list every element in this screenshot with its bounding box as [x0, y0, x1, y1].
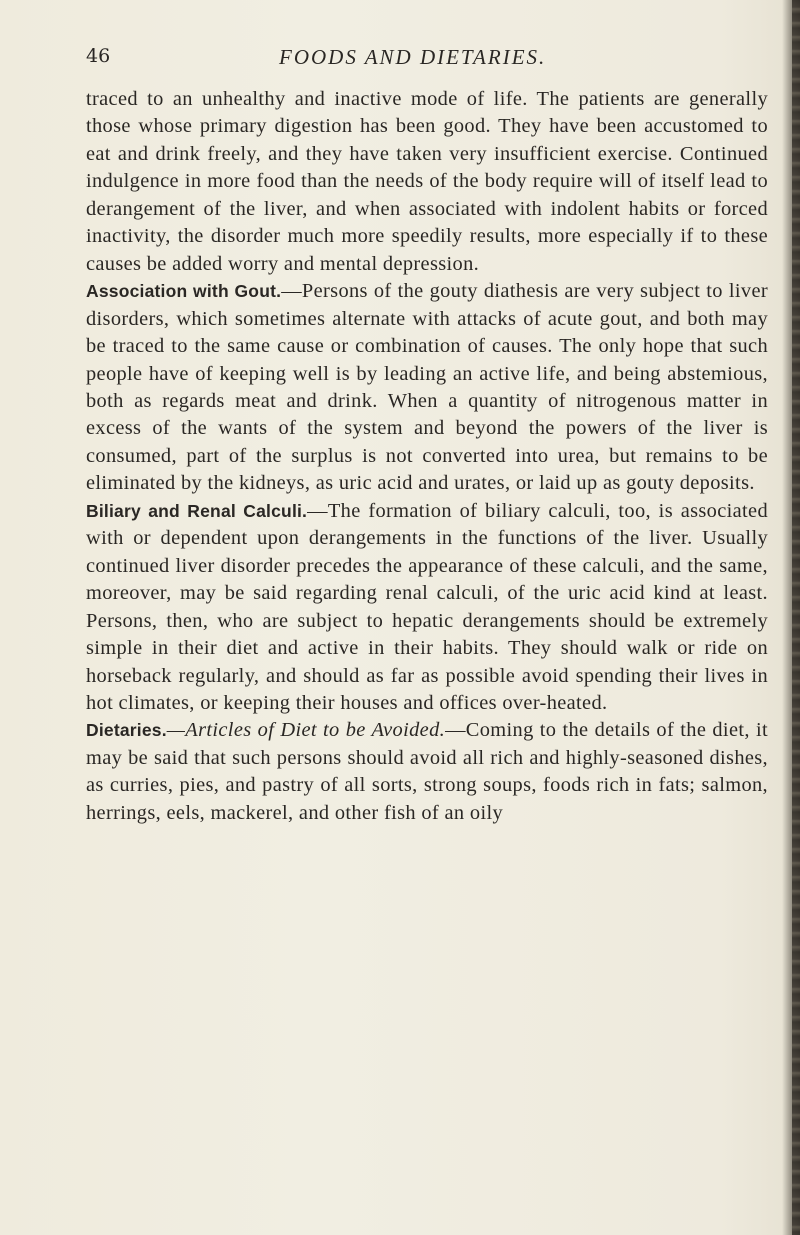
subheading-articles-to-avoid: —Articles of Diet to be Avoided. [166, 719, 446, 742]
paragraph-continuation [86, 86, 768, 278]
body-text [86, 86, 768, 827]
paragraph-gout [86, 278, 768, 498]
section-heading-dietaries: Dietaries. [86, 720, 167, 741]
paragraph-calculi-text: —The formation of biliary calculi, too, is associated with or dependent upon derangements in the functions of the liver. Usually continued liver disorder precedes the appearance of these calculi, and the same, moreover, may be said regarding renal calculi, of the uric acid kind at least. Persons, then, who are subject to hepatic derangements should be extremely simple in their diet and active in their habits. They should walk or ride on horseback regularly, and should as far as possible avoid spending their lives in hot climates, or keeping their houses and offices over-heated. [86, 499, 768, 714]
page-number: 46 [86, 45, 111, 67]
paragraph-continuation-text: traced to an unhealthy and inactive mode of life. The patients are generally those whose primary digestion has been good. They have been accustomed to eat and drink freely, and they have taken very insufficient exercise. Continued indulgence in more food than the needs of the body require will of itself lead to derangement of the liver, and when associated with indolent habits or forced inactivity, the disorder much more speedily results, more especially if to these causes be added worry and mental depression. [86, 88, 768, 275]
paragraph-gout-text: —Persons of the gouty diathesis are very subject to liver disorders, which sometimes alternate with attacks of acute gout, and both may be traced to the same cause or combination of causes. The only hope that such people have of keeping well is by leading an active life, and being abstemious, both as regards meat and drink. When a quantity of nitrogenous matter in excess of the wants of the system and beyond the powers of the liver is consumed, part of the surplus is not converted into urea, but remains to be eliminated by the kidneys, as uric acid and urates, or laid up as gouty deposits. [86, 280, 768, 495]
paragraph-dietaries [86, 717, 768, 827]
running-head: FOODS AND DIETARIES. [279, 45, 547, 69]
section-heading-calculi: Biliary and Renal Calculi. [86, 500, 308, 521]
paragraph-dietaries-text: —Coming to the details of the diet, it may be said that such persons should avoid all rich and highly-seasoned dishes, as curries, pies, and pastry of all sorts, strong soups, foods rich in fats; salmon, herrings, eels, mackerel, and other fish of an oily [86, 719, 768, 824]
paragraph-calculi [86, 498, 768, 718]
page-header [86, 45, 766, 75]
page-binding-edge [782, 0, 800, 1235]
section-heading-gout: Association with Gout. [86, 281, 282, 302]
